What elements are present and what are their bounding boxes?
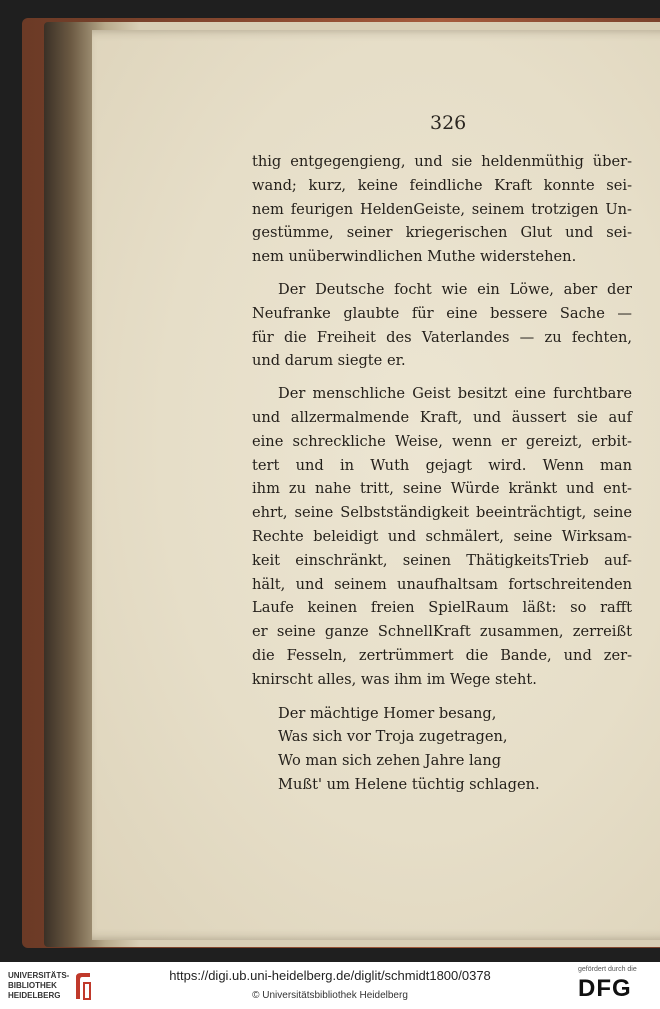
text-line: Rechte beleidigt und schmälert, seine Wirksam- [252,527,632,545]
paragraph-2 [252,278,632,373]
text-line: die Fesseln, zertrümmert die Bande, und zer- [252,646,632,664]
text-line: Der menschliche Geist besitzt eine furchtbare [278,385,632,403]
text-line: und darum siegte er. [252,352,406,370]
paragraph-3 [252,382,632,691]
text-line: Laufe keinen freien SpielRaum läßt: so rafft [252,599,632,617]
text-line: tert und in Wuth gejagt wird. Wenn man [252,456,632,474]
verse-line: Wo man sich zehen Jahre lang [278,752,502,770]
text-line: hält, und seinem unaufhaltsam fortschreitenden [252,575,632,593]
text-line: knirscht alles, was ihm im Wege steht. [252,670,537,688]
permalink-url[interactable]: https://digi.ub.uni-heidelberg.de/diglit/schmidt1800/0378 [169,968,491,983]
text-line: gestümme, seiner kriegerischen Glut und sei- [252,224,632,242]
text-line: Der Deutsche focht wie ein Löwe, aber der [278,280,632,298]
logo-line: HEIDELBERG [8,991,61,1000]
text-line: und allzermalmende Kraft, und äussert sie auf [252,408,632,426]
text-line: Neufranke glaubte für eine bessere Sache — [252,304,632,322]
verse-line: Mußt' um Helene tüchtig schlagen. [278,775,540,793]
text-line: ehrt, seine Selbstständigkeit beeinträchtigt, seine [252,504,632,522]
verse-line: Was sich vor Troja zugetragen, [278,728,508,746]
dfg-wordmark: DFG [578,975,632,1002]
page-number: 326 [430,112,467,134]
text-line: wand; kurz, keine feindliche Kraft konnte sei- [252,176,632,194]
viewer-footer [0,962,660,1009]
page-text [252,150,632,797]
paragraph-1 [252,150,632,269]
dfg-logo[interactable] [578,966,648,1006]
text-line: nem feurigen HeldenGeiste, seinem trotzigen Un- [252,200,632,218]
text-line: ihm zu nahe tritt, seine Würde kränkt und ent- [252,480,632,498]
verse-block [252,702,632,797]
logo-line: UNIVERSITÄTS- [8,971,70,980]
text-line: eine schreckliche Weise, wenn er gereizt, erbit- [252,432,632,450]
logo-line: BIBLIOTHEK [8,981,57,990]
verse-line: Der mächtige Homer besang, [278,704,497,722]
copyright-notice: © Universitätsbibliothek Heidelberg [252,990,408,1001]
text-line: thig entgegengieng, und sie heldenmüthig über- [252,153,632,170]
text-line: keit einschränkt, seinen ThätigkeitsTrieb auf- [252,551,632,569]
text-line: er seine ganze SchnellKraft zusammen, zerreißt [252,623,632,641]
dfg-caption: gefördert durch die [578,966,637,973]
text-line: nem unüberwindlichen Muthe widerstehen. [252,248,577,266]
text-line: für die Freiheit des Vaterlandes — zu fechten, [252,328,632,346]
